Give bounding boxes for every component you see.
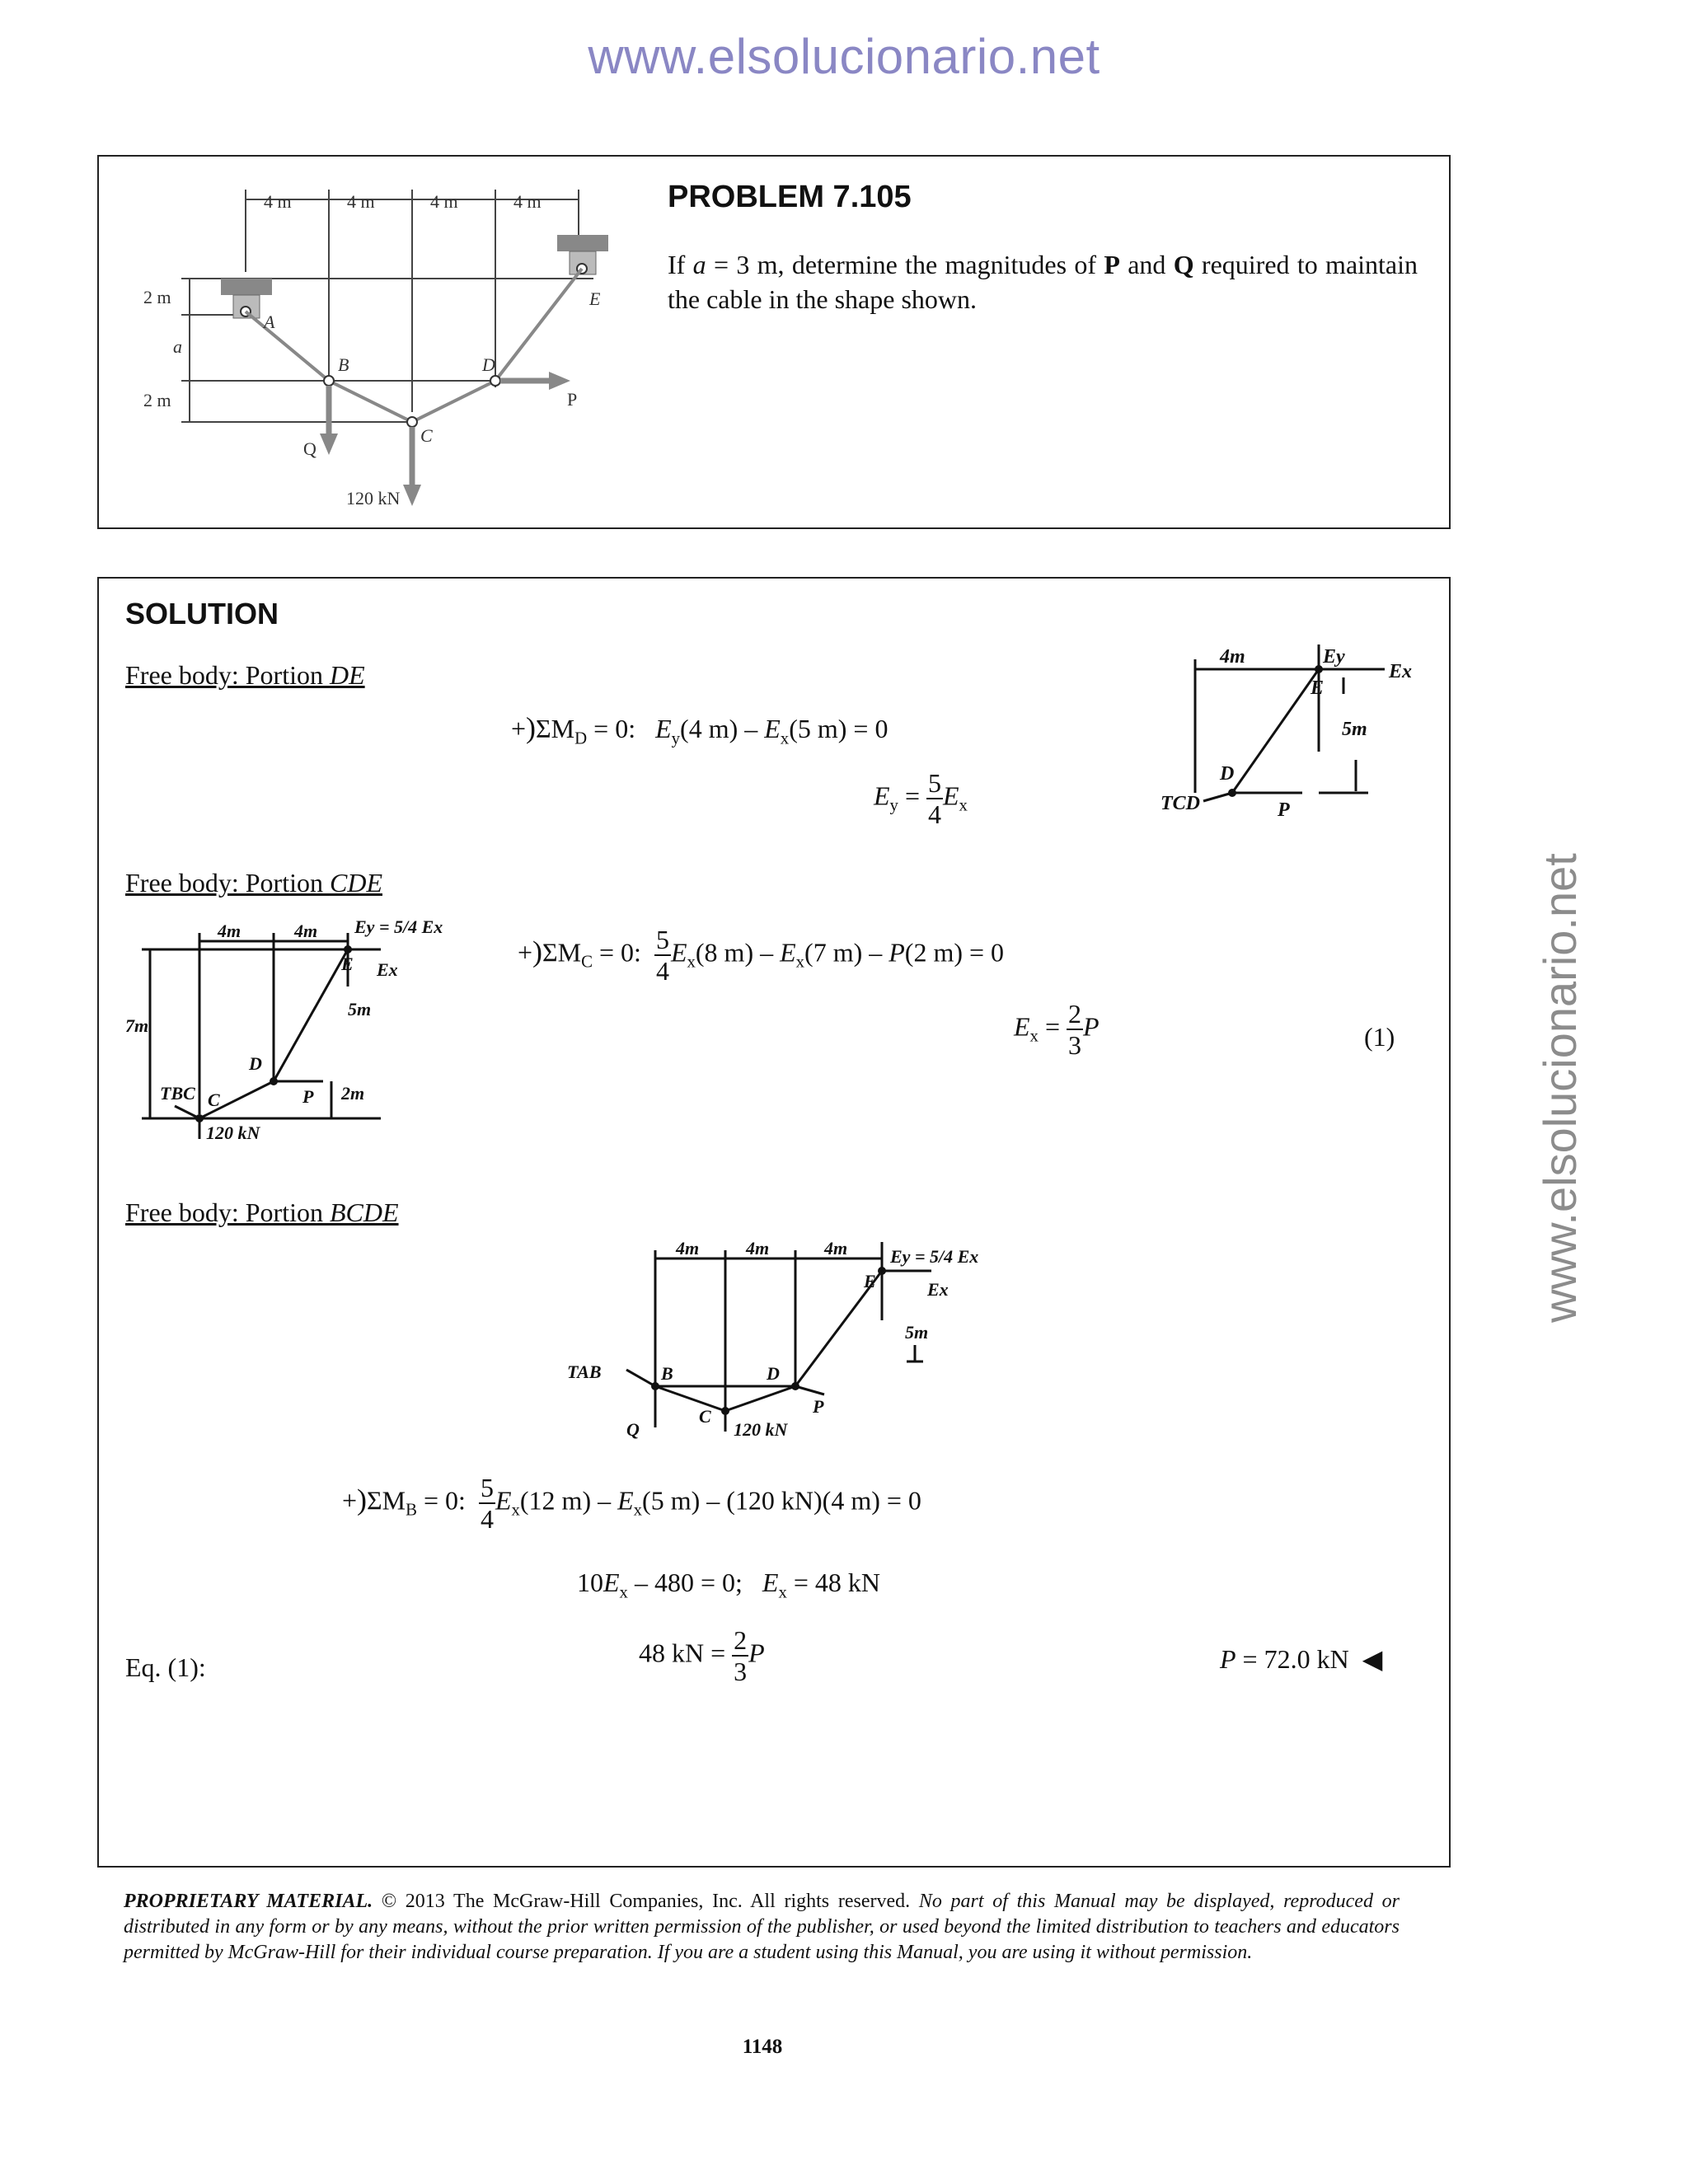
dim-top-1: 4 m: [264, 191, 292, 212]
fb2-P: P: [302, 1086, 314, 1107]
label-load: 120 kN: [346, 488, 401, 509]
fb1-dim-h: 4m: [1220, 646, 1245, 668]
fb3-dim-1: 4m: [676, 1238, 700, 1258]
fb3-equation-2: $10E_x - 480 = 0$; $E_x = 48$ kN: [577, 1568, 880, 1602]
label-Q: Q: [303, 438, 316, 459]
dim-top-3: 4 m: [430, 191, 458, 212]
fb2-dim-v3: 2m: [341, 1083, 365, 1104]
fb3-equation-3: 48 kN = $\frac{2}{3}$ P: [639, 1625, 765, 1686]
fb2-equation-1: $+)\Sigma M_C = 0$: $\frac{5}{4}$ $E_x(8$ $m) - E_x(7$ m) – P(2 m) = 0: [518, 925, 1005, 986]
label-A: A: [264, 312, 275, 332]
fb2-dim-v2: 5m: [348, 999, 372, 1019]
fb3-Q: Q: [626, 1419, 640, 1440]
fb1-P: P: [1278, 799, 1290, 821]
problem-box: [97, 155, 1451, 529]
fb2-label: Free body: Portion CDE: [125, 868, 382, 898]
fb2-D: D: [249, 1053, 262, 1074]
fb2-dim-v1: 7m: [125, 1015, 149, 1036]
fb3-dim-v: 5m: [905, 1322, 929, 1343]
watermark-top: www.elsolucionario.net: [588, 29, 1100, 84]
dim-left-a: a: [173, 336, 182, 357]
fb2-load: 120 kN: [206, 1122, 260, 1143]
fb3-P: P: [813, 1396, 824, 1417]
fb3-load: 120 kN: [734, 1419, 788, 1440]
fb1-equation-1: $+)\Sigma M_D = 0$: $E_y(4$ $m) - E_x(5$ m) = 0: [511, 711, 889, 748]
fb2-Ey: Ey = 5/4 Ex: [354, 916, 443, 937]
fb1-sketch: [1154, 644, 1426, 834]
fb3-E: E: [864, 1271, 876, 1291]
fb3-Ex: Ex: [927, 1279, 949, 1300]
solution-box: [97, 577, 1451, 1868]
problem-figure: [132, 165, 643, 527]
fb3-dim-2: 4m: [746, 1238, 770, 1258]
dim-left-2: 2 m: [143, 390, 171, 410]
label-D: D: [482, 354, 495, 375]
fb2-equation-number: (1): [1364, 1022, 1395, 1052]
fb1-equation-2: $E_y$ = $\frac{5}{4}$ $E_x$: [874, 768, 968, 829]
fb2-C: C: [208, 1090, 220, 1110]
label-P: P: [567, 389, 578, 410]
fb2-E: E: [341, 954, 354, 974]
fb1-Ex: Ex: [1389, 661, 1413, 682]
solution-heading: SOLUTION: [125, 597, 279, 630]
dim-top-2: 4 m: [347, 191, 375, 212]
fb1-Ey: Ey: [1323, 646, 1345, 668]
fb3-T: TAB: [567, 1361, 602, 1382]
problem-title: PROBLEM 7.105: [668, 180, 912, 214]
fb1-D: D: [1220, 763, 1235, 785]
fb3-Ey: Ey = 5/4 Ex: [890, 1246, 979, 1267]
fb1-dim-v: 5m: [1342, 719, 1367, 740]
footer: PROPRIETARY MATERIAL. © 2013 The McGraw-Hill Companies, Inc. All rights reserved. No part of this Manual may be displayed, reproduced or distributed in any form or by any means, without the prior written permission of the publisher, or used beyond the limited distribution to teachers and educators permitted by McGraw-Hill for their individual course preparation. If you are a student using this Manual, you are using it without permission.: [124, 1891, 1400, 1963]
fb3-eq-ref: Eq. (1):: [125, 1652, 206, 1682]
problem-text: If a = 3 m, determine the magnitudes of P and Q required to maintain the cable in the shape shown.: [668, 250, 1418, 314]
fb3-B: B: [661, 1363, 673, 1384]
fb3-label: Free body: Portion BCDE: [125, 1197, 399, 1227]
label-B: B: [338, 354, 349, 375]
fb2-Ex: Ex: [377, 959, 398, 980]
label-C: C: [420, 425, 433, 446]
label-E: E: [589, 288, 601, 309]
fb2-T: TBC: [160, 1083, 195, 1104]
fb2-equation-2: $E_x$ = $\frac{2}{3}$ P: [1014, 999, 1100, 1060]
fb3-equation-1: $+)\Sigma M_B = 0$: $\frac{5}{4}$ $E_x(12$ $m) - E_x(5$ m) – (120 kN)(4 m) = 0: [342, 1473, 921, 1534]
answer-marker-icon: ◀: [1362, 1644, 1383, 1674]
fb3-C: C: [699, 1406, 711, 1427]
fb1-T: TCD: [1160, 793, 1200, 814]
dim-top-4: 4 m: [513, 191, 542, 212]
page-number: 1148: [742, 2036, 783, 2058]
fb3-sketch: [560, 1238, 989, 1452]
dim-left-1: 2 m: [143, 287, 171, 307]
fb2-sketch: [125, 908, 455, 1143]
fb1-label: Free body: Portion DE: [125, 660, 365, 690]
fb2-dim-h1: 4m: [218, 921, 241, 941]
answer: P = 72.0 kN ◀: [1220, 1644, 1383, 1674]
fb1-E: E: [1311, 677, 1325, 699]
watermark-side: www.elsolucionario.net: [1534, 853, 1586, 1323]
fb3-D: D: [767, 1363, 780, 1384]
fb3-dim-3: 4m: [824, 1238, 848, 1258]
fb2-dim-h2: 4m: [294, 921, 318, 941]
